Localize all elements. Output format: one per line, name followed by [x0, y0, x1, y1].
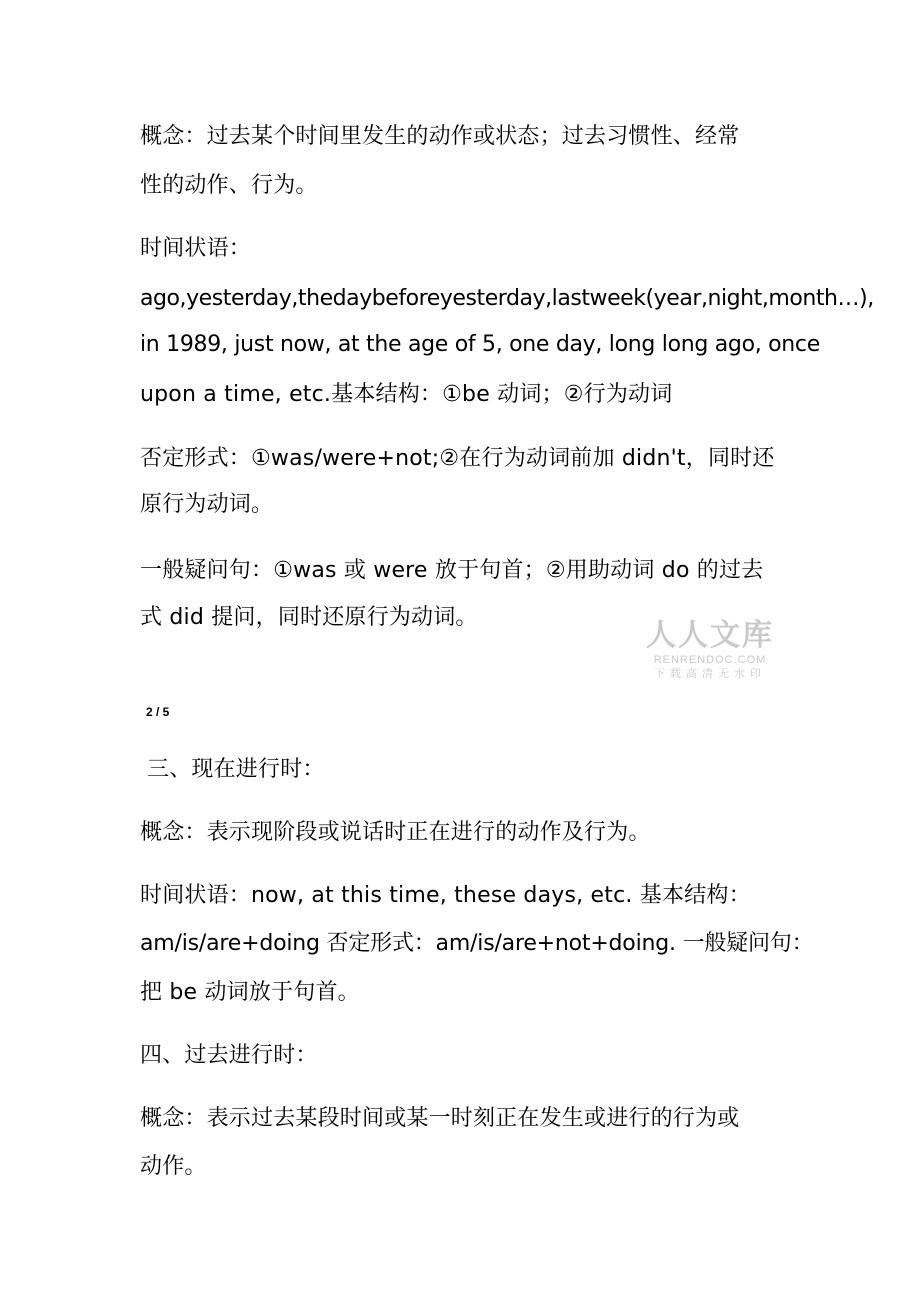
- past-time-line-2: in 1989, just now, at the age of 5, one day, long long ago, once: [140, 332, 820, 357]
- past-time-line-3: upon a time, etc.基本结构：①be 动词；②行为动词: [140, 382, 673, 407]
- past-concept-line-1: 概念：过去某个时间里发生的动作或状态；过去习惯性、经常: [140, 124, 740, 149]
- watermark-title: 人人文库: [646, 618, 774, 653]
- past-progressive-concept-line-2: 动作。: [140, 1154, 207, 1179]
- watermark-logo: [640, 618, 780, 681]
- past-question-line-1: 一般疑问句：①was 或 were 放于句首；②用助动词 do 的过去: [140, 558, 764, 583]
- present-progressive-heading: 三、现在进行时：: [147, 757, 325, 782]
- past-negative-line-1: 否定形式：①was/were+not;②在行为动词前加 didn't，同时还: [140, 446, 775, 471]
- present-progressive-line-3: 把 be 动词放于句首。: [140, 980, 360, 1005]
- present-progressive-concept: 概念：表示现阶段或说话时正在进行的动作及行为。: [140, 820, 651, 845]
- past-progressive-concept-line-1: 概念：表示过去某段时间或某一时刻正在发生或进行的行为或: [140, 1106, 740, 1131]
- watermark-domain: RENRENDOC.COM: [653, 654, 767, 666]
- page-number: 2 / 5: [146, 705, 170, 719]
- past-concept-line-2: 性的动作、行为。: [140, 173, 318, 198]
- past-progressive-heading: 四、过去进行时：: [140, 1043, 318, 1068]
- past-negative-line-2: 原行为动词。: [140, 492, 274, 517]
- watermark-subtitle: 下载高清无水印: [654, 667, 766, 680]
- present-progressive-line-1: 时间状语：now, at this time, these days, etc. 基本结构：: [140, 883, 751, 908]
- past-question-line-2: 式 did 提问，同时还原行为动词。: [140, 605, 478, 630]
- past-time-line-1: ago,yesterday,thedaybeforeyesterday,lastweek(year,night,month…),: [140, 286, 874, 311]
- present-progressive-line-2: am/is/are+doing 否定形式：am/is/are+not+doing. 一般疑问句：: [140, 931, 814, 956]
- past-time-label: 时间状语：: [140, 236, 252, 261]
